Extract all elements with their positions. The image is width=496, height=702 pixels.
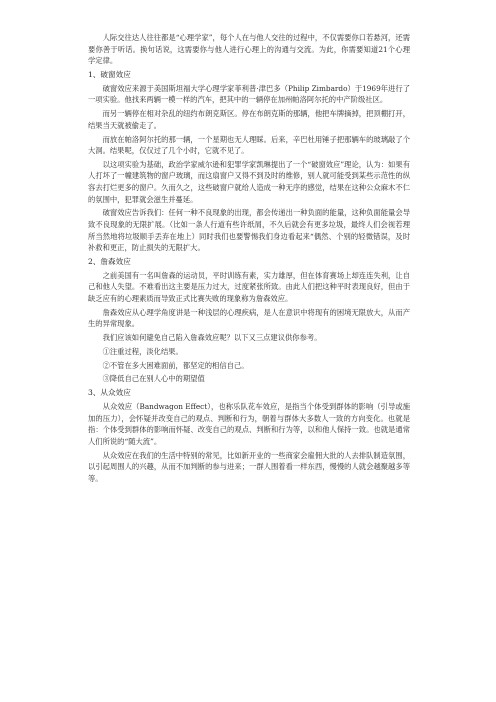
- paragraph: 而另一辆停在相对杂乱的纽约布朗克斯区。停在布朗克斯的那辆，他把车牌摘掉，把顶棚打开，结果当天就被偷走了。: [88, 109, 410, 130]
- paragraph: 詹森效应从心理学角度讲是一种浅层的心理疾病，是人在意识中将现有的困境无限放大，从而产生的异常现象。: [88, 307, 410, 329]
- tip-item: ②不管在多大困难面前，都坚定的相信自己。: [102, 360, 249, 370]
- section-heading-broken-window: 1、破窗效应: [88, 69, 131, 79]
- paragraph: 破窗效应来源于美国斯坦福大学心理学家菲利普·津巴多（Philip Zimbardo）于1969年进行了一项实验。他找来两辆一模一样的汽车，把其中的一辆停在加州帕洛阿尔托的中产阶级社区。: [88, 83, 410, 105]
- section-heading-bandwagon: 3、从众效应: [88, 388, 131, 398]
- paragraph: 而放在帕洛阿尔托的那一辆，一个星期也无人理睬。后来，辛巴杜用锤子把那辆车的玻璃敲了个大洞。结果呢，仅仅过了几个小时，它就不见了。: [88, 134, 410, 156]
- paragraph: 从众效应在我们的生活中特别的常见，比如新开业的一些商家会雇佣大批的人去排队制造氛围，以引起周围人的兴趣，从而不加判断的参与进来；一群人围着看一样东西，慢慢的人就会越聚越多等等。: [88, 450, 410, 483]
- tip-item: ①注重过程，淡化结果。: [102, 346, 183, 356]
- paragraph: 以这项实验为基础，政治学家威尔逊和犯罪学家凯琳提出了一个“破窗效应”理论，认为：如果有人打坏了一幢建筑物的窗户玻璃，而这扇窗户又得不到及时的维修，别人就可能受到某些示范性的纵容去打烂更多的窗户。久而久之，这些破窗户就给人造成一种无序的感觉，结果在这种公众麻木不仁的氛围中，犯罪就会滋生并蔓延。: [88, 159, 410, 204]
- paragraph: 从众效应（Bandwagon Effect），也称乐队花车效应，是指当个体受到群体的影响（引导或施加的压力），会怀疑并改变自己的观点、判断和行为，朝着与群体大多数人一致的方向变化。也就是指：个体受到群体的影响而怀疑、改变自己的观点、判断和行为等，以和他人保持一致。也就是通常人们所说的“随大流”。: [88, 402, 410, 446]
- paragraph: 破窗效应告诉我们：任何一种不良现象的出现，都会传递出一种负面的能量，这种负面能量会导致不良现象的无限扩展。（比如一条人行道有些许纸屑，不久后就会有更多垃圾，最终人们会视若理所当然地将垃圾顺手丢弃在地上）同时我们也要警惕我们身边看起来“偶然、个别的轻微错误，及时补救和更正，防止损失的无限扩大。: [88, 208, 410, 253]
- intro-paragraph: 人际交往达人往往都是“心理学家”，每个人在与他人交往的过程中，不仅需要你口若悬河，还需要你善于听话。换句话说，这需要你与他人进行心理上的沟通与交流。为此，你需要知道21个心理学定律。: [88, 33, 410, 66]
- paragraph: 我们应该如何避免自己陷入詹森效应呢？以下又三点建议供你参考。: [102, 333, 322, 343]
- tip-item: ③降低自己在别人心中的期望值: [102, 374, 205, 384]
- paragraph: 之前美国有一名叫詹森的运动员，平时训练有素，实力雄厚，但在体育赛场上却连连失利，让自己和他人失望。不难看出这主要是压力过大，过度紧张所致。由此人们把这种平时表现良好，但由于缺乏应有的心理素质而导致正式比赛失败的现象称为詹森效应。: [88, 270, 410, 303]
- section-heading-jensen: 2、詹森效应: [88, 257, 131, 266]
- article-body: [88, 32, 410, 487]
